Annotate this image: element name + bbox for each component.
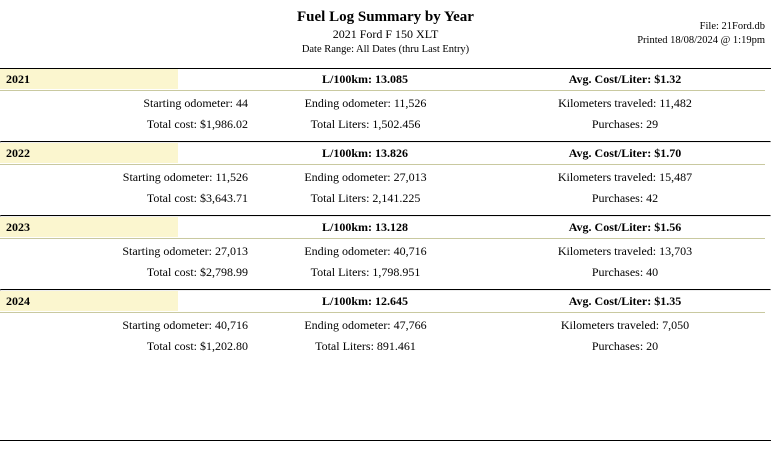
avg-cost-summary: Avg. Cost/Liter: $1.56 bbox=[568, 220, 682, 234]
purchases: Purchases: 42 bbox=[591, 191, 659, 205]
year-stats bbox=[0, 165, 771, 211]
file-name-label: File: 21Ford.db bbox=[699, 21, 765, 32]
kilometers-traveled: Kilometers traveled: 15,487 bbox=[557, 170, 693, 184]
avg-cost-summary: Avg. Cost/Liter: $1.32 bbox=[568, 72, 682, 86]
year-header-row bbox=[0, 217, 771, 239]
year-badge: 2021 bbox=[0, 69, 178, 89]
year-block bbox=[0, 217, 771, 289]
purchases: Purchases: 29 bbox=[591, 117, 659, 131]
year-header-row bbox=[0, 69, 771, 91]
file-info bbox=[637, 20, 765, 48]
year-header-row bbox=[0, 143, 771, 165]
year-badge: 2024 bbox=[0, 291, 178, 311]
year-block bbox=[0, 291, 771, 363]
kilometers-traveled: Kilometers traveled: 11,482 bbox=[558, 96, 692, 110]
starting-odometer: Starting odometer: 44 bbox=[143, 96, 248, 110]
total-liters: Total Liters: 2,141.225 bbox=[310, 191, 421, 205]
year-stats bbox=[0, 91, 771, 137]
total-cost: Total cost: $1,202.80 bbox=[146, 339, 248, 353]
ending-odometer: Ending odometer: 11,526 bbox=[304, 96, 427, 110]
total-cost: Total cost: $3,643.71 bbox=[146, 191, 248, 205]
consumption-summary: L/100km: 13.085 bbox=[321, 72, 408, 86]
starting-odometer: Starting odometer: 27,013 bbox=[122, 244, 248, 258]
kilometers-traveled: Kilometers traveled: 13,703 bbox=[557, 244, 693, 258]
year-badge: 2022 bbox=[0, 143, 178, 163]
ending-odometer: Ending odometer: 27,013 bbox=[304, 170, 427, 184]
printed-timestamp-label: Printed 18/08/2024 @ 1:19pm bbox=[637, 35, 765, 46]
total-cost: Total cost: $1,986.02 bbox=[146, 117, 248, 131]
kilometers-traveled: Kilometers traveled: 7,050 bbox=[560, 318, 690, 332]
consumption-summary: L/100km: 12.645 bbox=[321, 294, 408, 308]
starting-odometer: Starting odometer: 11,526 bbox=[122, 170, 248, 184]
avg-cost-summary: Avg. Cost/Liter: $1.70 bbox=[568, 146, 682, 160]
date-range-subtitle: Date Range: All Dates (thru Last Entry) bbox=[301, 44, 470, 55]
avg-cost-summary: Avg. Cost/Liter: $1.35 bbox=[568, 294, 682, 308]
year-stats bbox=[0, 239, 771, 285]
ending-odometer: Ending odometer: 40,716 bbox=[304, 244, 427, 258]
consumption-summary: L/100km: 13.826 bbox=[321, 146, 408, 160]
total-liters: Total Liters: 891.461 bbox=[315, 339, 416, 353]
year-badge: 2023 bbox=[0, 217, 178, 237]
purchases: Purchases: 20 bbox=[591, 339, 659, 353]
year-block bbox=[0, 143, 771, 215]
ending-odometer: Ending odometer: 47,766 bbox=[304, 318, 427, 332]
consumption-summary: L/100km: 13.128 bbox=[321, 220, 408, 234]
footer-divider bbox=[0, 440, 771, 441]
year-stats bbox=[0, 313, 771, 359]
year-block bbox=[0, 69, 771, 141]
total-cost: Total cost: $2,798.99 bbox=[146, 265, 248, 279]
purchases: Purchases: 40 bbox=[591, 265, 659, 279]
total-liters: Total Liters: 1,798.951 bbox=[310, 265, 421, 279]
page-title: Fuel Log Summary by Year bbox=[297, 9, 474, 25]
year-header-row bbox=[0, 291, 771, 313]
starting-odometer: Starting odometer: 40,716 bbox=[122, 318, 248, 332]
report-header bbox=[0, 0, 771, 64]
vehicle-subtitle: 2021 Ford F 150 XLT bbox=[332, 27, 439, 41]
total-liters: Total Liters: 1,502.456 bbox=[310, 117, 421, 131]
